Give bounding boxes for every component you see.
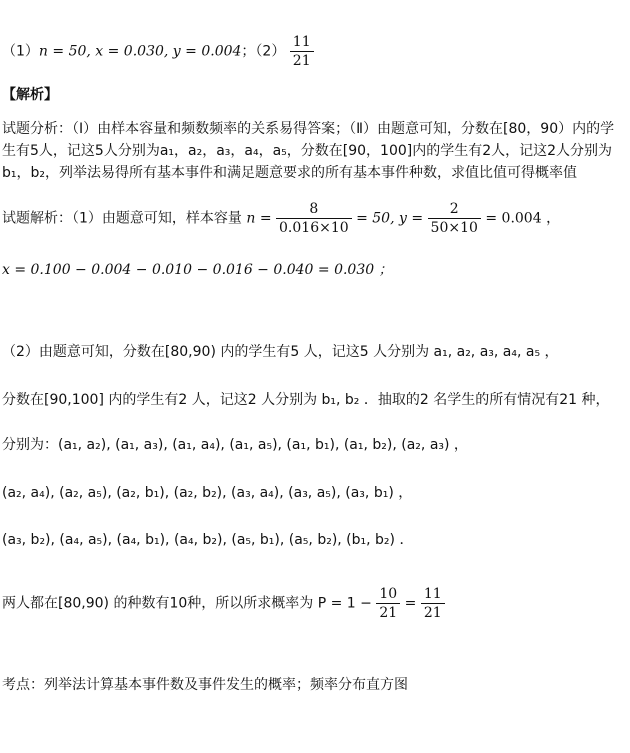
solution-n-eq: n = — [246, 210, 272, 227]
knowledge-point-footer: 考点：列举法计算基本事件数及事件发生的概率；频率分布直方图 — [2, 677, 408, 693]
probability-fraction-2 — [421, 585, 445, 622]
fraction-2-numerator: 2 — [449, 201, 459, 217]
part2-line-5: (a₃, b₂), (a₄, a₅), (a₄, b₁), (a₄, b₂), (a₅, b₁), (a₅, b₂), (b₁, b₂) ． — [2, 532, 414, 548]
fraction-1-denominator: 0.016×10 — [276, 218, 352, 237]
fraction-2-denominator: 50×10 — [428, 218, 481, 237]
solution-tail: = 0.004 ， — [485, 210, 561, 227]
solution-mid: = 50, y = — [356, 210, 424, 227]
analysis-paragraph: 试题分析：（Ⅰ）由样本容量和频数频率的关系易得答案；（Ⅱ）由题意可知，分数在[80，90）内的学生有5人，记这5人分别为a₁，a₂，a₃，a₄，a₅，分数在[90，100]内的学生有2人，记这2人分别为b₁，b₂，列举法易得所有基本事件和满足题意要求的所有基本事件种数，求值比值可得概率值 — [2, 121, 615, 181]
probability-fraction-2-numerator: 11 — [423, 586, 442, 602]
solution-fraction-1 — [276, 200, 352, 237]
answer-part1-math: n = 50, x = 0.030, y = 0.004 — [38, 43, 242, 60]
solution-x-line: x = 0.100 − 0.004 − 0.010 − 0.016 − 0.040 = 0.030 ； — [2, 262, 393, 278]
answer-part2-numerator: 11 — [292, 34, 311, 50]
probability-fraction-1-numerator: 10 — [379, 586, 398, 602]
answer-part2-denominator: 21 — [290, 51, 314, 70]
section-header: 【解析】 — [2, 87, 58, 103]
answer-separator: ；（2） — [241, 43, 286, 60]
answer-part2-fraction — [290, 33, 314, 70]
probability-line — [2, 585, 445, 622]
probability-equals: = — [404, 595, 417, 612]
part2-line-1: （2）由题意可知，分数在[80,90) 内的学生有5 人，记这5 人分别为 a₁, a₂, a₃, a₄, a₅ ， — [2, 344, 559, 360]
probability-fraction-1-denominator: 21 — [376, 603, 400, 622]
part2-line-2: 分数在[90,100] 内的学生有2 人，记这2 人分别为 b₁, b₂ ．抽取的2 名学生的所有情况有21 种， — [2, 392, 610, 408]
answer-part1-prefix: （1） — [2, 43, 39, 60]
probability-prefix: 两人都在[80,90) 的种数有10种，所以所求概率为 P = 1 − — [2, 595, 372, 612]
probability-fraction-1 — [376, 585, 400, 622]
part2-line-4: (a₂, a₄), (a₂, a₅), (a₂, b₁), (a₂, b₂), (a₃, a₄), (a₃, a₅), (a₃, b₁) ， — [2, 485, 413, 501]
solution-line-1 — [2, 200, 560, 237]
solution-fraction-2 — [428, 200, 481, 237]
part2-line-3: 分别为：(a₁, a₂), (a₁, a₃), (a₁, a₄), (a₁, a₅), (a₁, b₁), (a₁, b₂), (a₂, a₃) ， — [2, 437, 468, 453]
solution-intro: 试题解析：（1）由题意可知，样本容量 — [2, 210, 242, 227]
answer-line — [2, 33, 314, 70]
fraction-1-numerator: 8 — [309, 201, 319, 217]
probability-fraction-2-denominator: 21 — [421, 603, 445, 622]
